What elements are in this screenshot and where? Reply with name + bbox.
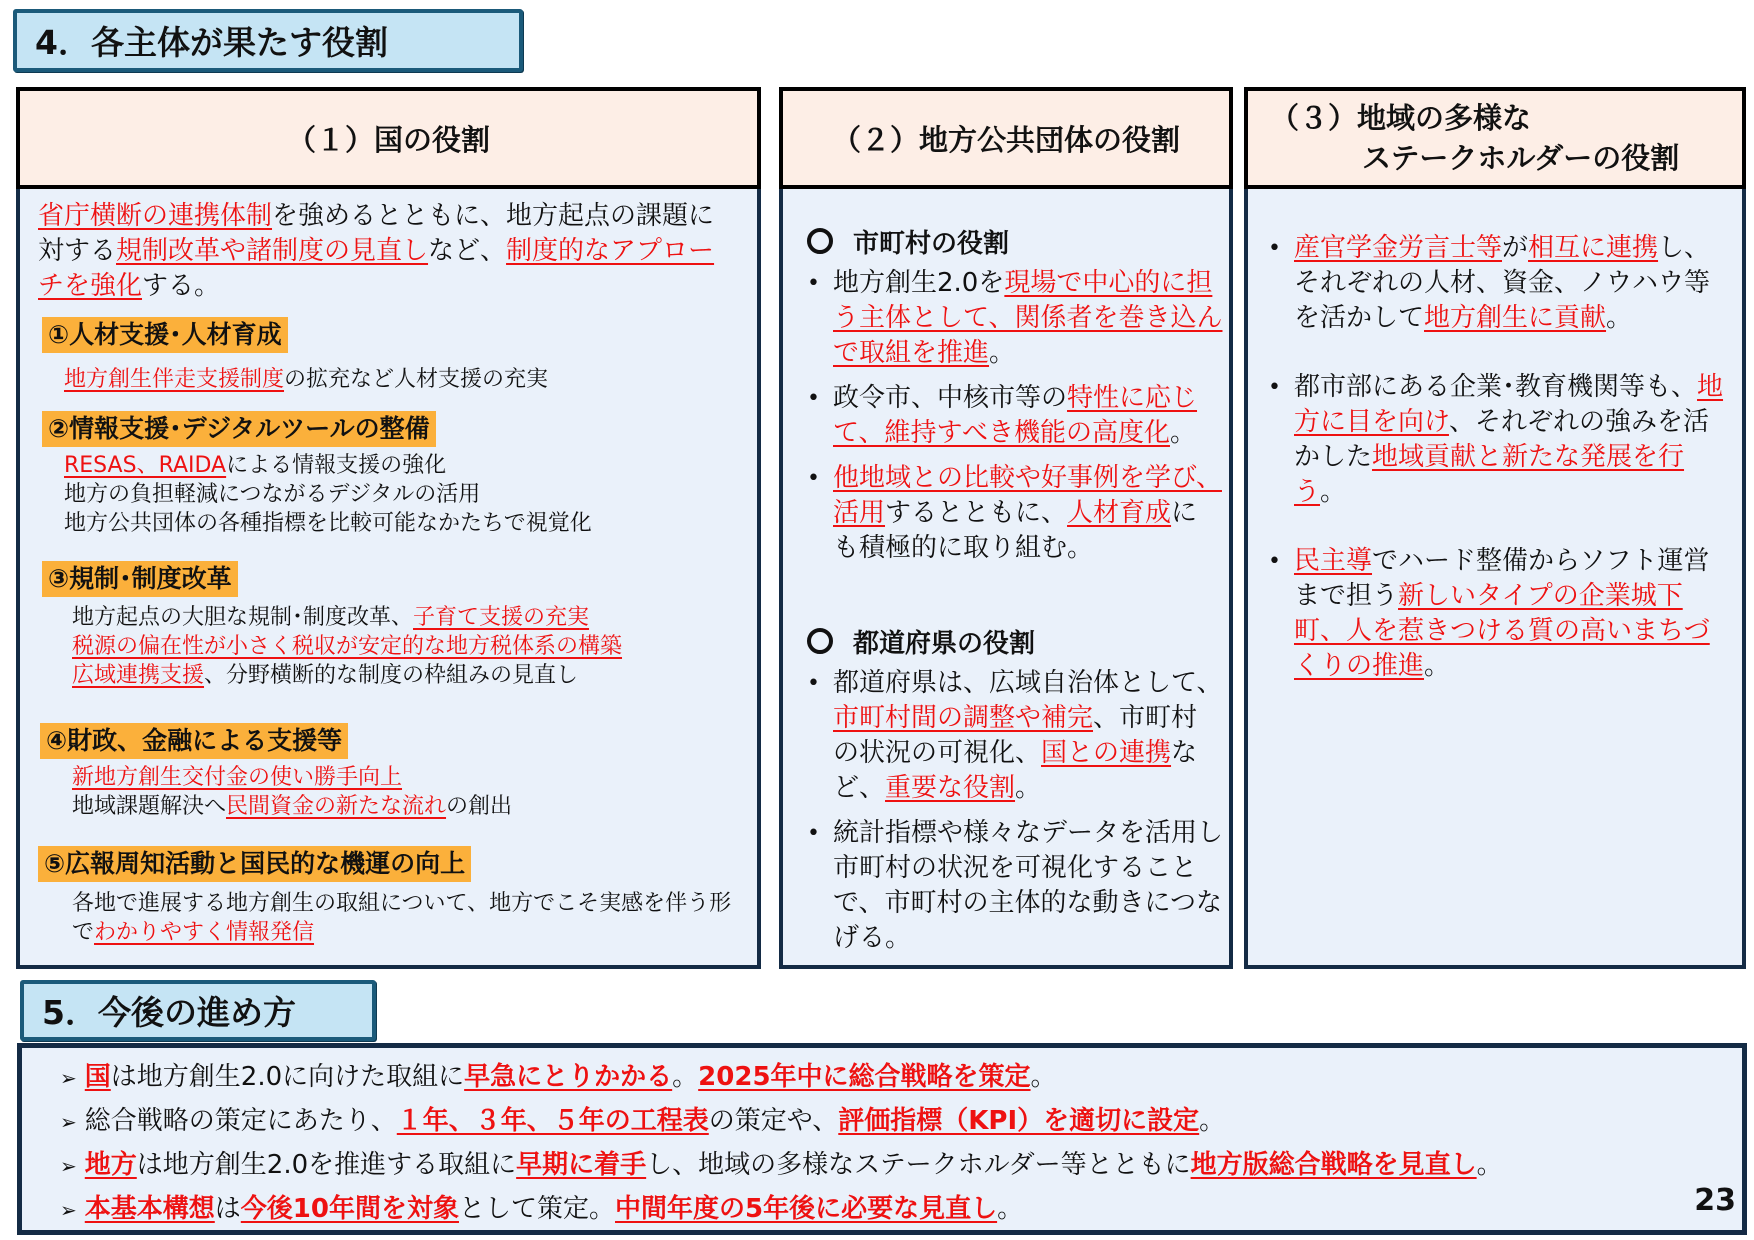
text-line <box>72 889 731 918</box>
highlighted-text: RESAS、RAIDA <box>64 453 227 478</box>
text-run: 。 <box>672 1062 699 1092</box>
bullet-item <box>803 381 1223 451</box>
stakeholders-role-header <box>1244 87 1746 189</box>
text-run: は <box>214 1194 241 1224</box>
text-run: 地方起点の大胆な規制･制度改革、 <box>72 605 414 630</box>
category-label-3: ③規制･制度改革 <box>42 561 238 597</box>
text-run: するとともに、 <box>885 498 1068 528</box>
text-run: は地方創生2.0に向けた取組に <box>110 1062 465 1092</box>
highlighted-text: 地方版総合戦略を見直し <box>1190 1150 1477 1180</box>
municipality-list <box>803 266 1223 566</box>
text-run: する。 <box>142 271 221 301</box>
next-steps-box <box>17 1043 1747 1235</box>
next-step-line <box>60 1056 1742 1100</box>
text-line <box>64 509 592 538</box>
text-line <box>64 451 592 480</box>
highlighted-text: 今後10年間を対象 <box>240 1194 459 1224</box>
text-run: 地方創生2.0を <box>833 268 1005 298</box>
arrow-right-icon: ➢ <box>60 1066 77 1090</box>
highlighted-text: 評価指標（KPI）を適切に設定 <box>838 1106 1200 1136</box>
national-role-panel <box>16 87 761 969</box>
text-run: 、分野横断的な制度の枠組みの見直し <box>204 663 579 688</box>
highlighted-text: 地方創生に貢献 <box>1424 303 1607 333</box>
page-number: 23 <box>1694 1183 1736 1218</box>
text-run: でハード整備からソフト運営まで担う <box>1294 546 1710 611</box>
text-run: 。 <box>1320 477 1347 507</box>
local-role-header <box>779 87 1233 189</box>
highlighted-text: 国との連携 <box>1041 738 1172 768</box>
national-role-header <box>16 87 761 189</box>
highlighted-text: 地方創生伴走支援制度 <box>64 367 285 392</box>
national-lead-text <box>38 199 728 304</box>
stakeholders-header-line1: （３）地域の多様な <box>1270 101 1532 135</box>
text-run: 地方の負担軽減につながるデジタルの活用 <box>64 482 481 507</box>
municipality-heading-text: 市町村の役割 <box>853 229 1010 259</box>
next-steps-list <box>60 1056 1742 1232</box>
highlighted-text: 新しいタイプの企業城下町、人を惹きつける質の高いまちづくりの推進 <box>1294 581 1710 681</box>
highlighted-text: 2025年中に総合戦略を策定 <box>698 1062 1031 1092</box>
highlighted-text: 他地域との比較や好事例を学び、活用 <box>833 463 1222 528</box>
text-run: 、それぞれの強みを活かした <box>1294 407 1709 472</box>
section-4-title <box>13 9 523 72</box>
arrow-right-icon: ➢ <box>60 1110 77 1134</box>
text-run: の策定や、 <box>708 1106 839 1136</box>
text-run: 。 <box>1476 1150 1503 1180</box>
text-line <box>72 763 512 792</box>
highlighted-text: 民間資金の新たな流れ <box>226 794 447 819</box>
text-run: 。 <box>1199 1106 1226 1136</box>
prefecture-group <box>803 627 1223 956</box>
text-run: など、 <box>428 236 507 266</box>
highlighted-text: 省庁横断の連携体制 <box>38 201 273 231</box>
next-step-line <box>60 1100 1742 1144</box>
highlighted-text: 人材育成 <box>1067 498 1172 528</box>
highlighted-text: 新地方創生交付金の使い勝手向上 <box>72 765 403 790</box>
text-run: 。 <box>1169 418 1196 448</box>
highlighted-text: 子育て支援の充実 <box>413 605 590 630</box>
category-body-4 <box>72 763 512 821</box>
text-run: は地方創生2.0を推進する取組に <box>136 1150 517 1180</box>
next-step-line <box>60 1144 1742 1188</box>
highlighted-text: 地方 <box>84 1150 137 1180</box>
local-role-body <box>779 189 1233 969</box>
highlighted-text: 市町村間の調整や補完 <box>833 703 1094 733</box>
category-body-3 <box>72 603 622 690</box>
bullet-item <box>1264 231 1728 336</box>
text-run: し、地域の多様なステークホルダー等とともに <box>646 1150 1191 1180</box>
local-role-header-text: （２）地方公共団体の役割 <box>831 122 1180 157</box>
bullet-item <box>803 816 1223 956</box>
highlighted-text: 規制改革や諸制度の見直し <box>116 236 429 266</box>
highlighted-text: 中間年度の5年後に必要な見直し <box>615 1194 998 1224</box>
category-label-2: ②情報支援･デジタルツールの整備 <box>42 411 436 447</box>
section-5-title-text: 5．今後の進め方 <box>42 993 296 1032</box>
highlighted-text: 広域連携支援 <box>72 663 205 688</box>
text-line <box>72 918 731 947</box>
text-run: で <box>72 920 95 945</box>
stakeholders-role-panel <box>1244 87 1746 969</box>
category-label-1: ①人材支援･人材育成 <box>42 317 288 353</box>
text-run: 都市部にある企業･教育機関等も、 <box>1294 372 1698 402</box>
text-run: の拡充など人材支援の充実 <box>284 367 549 392</box>
highlighted-text: 早急にとりかかる <box>464 1062 673 1092</box>
text-run: を強めるとともに、地方起点の課題に対する <box>38 201 715 266</box>
stakeholders-role-body <box>1244 189 1746 969</box>
prefecture-heading-text: 都道府県の役割 <box>853 629 1036 659</box>
highlighted-text: わかりやすく情報発信 <box>94 920 315 945</box>
arrow-right-icon: ➢ <box>60 1198 77 1222</box>
highlighted-text: 産官学金労言士等 <box>1294 233 1503 263</box>
municipality-heading <box>803 227 1223 262</box>
text-run: 。 <box>1606 303 1633 333</box>
category-body-2 <box>64 451 592 538</box>
bullet-item <box>803 461 1223 566</box>
highlighted-text: 早期に着手 <box>516 1150 647 1180</box>
text-run: が <box>1502 233 1529 263</box>
highlighted-text: 本基本構想 <box>84 1194 215 1224</box>
text-run: 。 <box>1015 773 1042 803</box>
highlighted-text: 制度的なアプローチを強化 <box>38 236 715 301</box>
text-run: の創出 <box>446 794 513 819</box>
text-line <box>72 661 622 690</box>
prefecture-list <box>803 666 1223 956</box>
local-government-role-panel <box>779 87 1233 969</box>
category-label-5: ⑤広報周知活動と国民的な機運の向上 <box>38 846 471 882</box>
text-run: にも積極的に取り組む。 <box>833 498 1198 563</box>
text-run: 政令市、中核市等の <box>833 383 1068 413</box>
text-run: 各地で進展する地方創生の取組について、地方でこそ実感を伴う形 <box>72 891 732 916</box>
text-run: 、市町村の状況の可視化、 <box>833 703 1198 768</box>
highlighted-text: 国 <box>84 1062 111 1092</box>
bullet-item <box>803 266 1223 371</box>
section-5-title <box>20 980 376 1041</box>
highlighted-text: 重要な役割 <box>885 773 1016 803</box>
prefecture-heading <box>803 627 1223 662</box>
text-run: 。 <box>997 1194 1024 1224</box>
text-line <box>64 480 592 509</box>
highlighted-text: 現場で中心的に担う主体として、関係者を巻き込んで取組を推進 <box>833 268 1223 368</box>
text-line <box>72 632 622 661</box>
category-label-4: ④財政、金融による支援等 <box>40 723 348 759</box>
highlighted-text: 民主導 <box>1294 546 1373 576</box>
arrow-right-icon: ➢ <box>60 1154 77 1178</box>
text-run: 総合戦略の策定にあたり、 <box>84 1106 397 1136</box>
text-run: 統計指標や様々なデータを活用し市町村の状況を可視化することで、市町村の主体的な動きにつなげる。 <box>833 818 1224 953</box>
highlighted-text: 税源の偏在性が小さく税収が安定的な地方税体系の構築 <box>72 634 623 659</box>
category-body-1 <box>64 365 548 394</box>
text-run: など、 <box>833 738 1198 803</box>
municipality-group <box>803 227 1223 566</box>
highlighted-text: 特性に応じて、維持すべき機能の高度化 <box>833 383 1198 448</box>
national-role-header-text: （１）国の役割 <box>286 122 490 157</box>
text-run: 都道府県は、広域自治体として、 <box>833 668 1223 698</box>
text-run: し、それぞれの人材、資金、ノウハウ等を活かして <box>1294 233 1711 333</box>
text-run: 。 <box>1030 1062 1057 1092</box>
text-run: 。 <box>989 338 1016 368</box>
text-run: による情報支援の強化 <box>226 453 447 478</box>
circle-icon <box>807 628 833 654</box>
text-line <box>64 365 548 394</box>
text-run: 地方公共団体の各種指標を比較可能なかたちで視覚化 <box>64 511 592 536</box>
stakeholders-header-line2: ステークホルダーの役割 <box>1362 141 1680 175</box>
stakeholders-list <box>1264 227 1728 684</box>
next-step-line <box>60 1188 1742 1232</box>
text-line <box>72 792 512 821</box>
section-4-title-text: 4．各主体が果たす役割 <box>35 23 388 62</box>
bullet-item <box>803 666 1223 806</box>
highlighted-text: 地域貢献と新たな発展を行う <box>1294 442 1685 507</box>
category-body-5 <box>72 889 731 947</box>
highlighted-text: 相互に連携 <box>1528 233 1659 263</box>
highlighted-text: １年、３年、５年の工程表 <box>396 1106 709 1136</box>
text-run: 地域課題解決へ <box>72 794 227 819</box>
circle-icon <box>807 228 833 254</box>
text-run: 。 <box>1424 651 1451 681</box>
bullet-item <box>1264 370 1728 510</box>
national-role-body <box>16 189 761 969</box>
bullet-item <box>1264 544 1728 684</box>
text-line <box>72 603 622 632</box>
text-run: として策定。 <box>458 1194 615 1224</box>
highlighted-text: 地方に目を向け <box>1294 372 1724 437</box>
